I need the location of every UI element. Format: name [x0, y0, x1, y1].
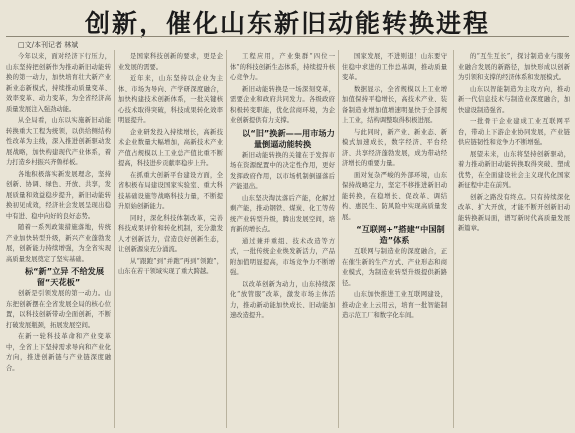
paragraph: 同时，深化科技体制改革，完善科技成果评价和转化机制，充分激发人才创新活力，营造良好创新生态，让创新源泉充分涌流。 — [118, 214, 223, 253]
column-divider — [338, 50, 339, 428]
paragraph: 国家发展，不进则退！山东要守住稳中求进的工作总基调，推动质量变革。 — [342, 53, 447, 81]
article-column-4 — [342, 52, 447, 427]
paragraph: 今年以来，面对经济下行压力，山东坚持把创新作为推动新旧动能转换的第一动力，加快培育壮大新产业新业态新模式，持续推动质量变革、效率变革、动力变革，为全省经济高质量发展注入强劲动能。 — [6, 53, 111, 113]
section-heading: 标“新”立异 不给发展留“天花板” — [24, 266, 105, 287]
paragraph: 企业研发投入持续增长，高新技术企业数量大幅增加，高新技术产业产值占规模以上工业总产值比重不断提高，科技进步贡献率稳步上升。 — [118, 128, 223, 167]
paragraph: 在抓重大创新平台建设方面，全省积极布局建设国家实验室、重大科技基础设施等战略科技力量，不断提升原始创新能力。 — [118, 171, 223, 210]
paragraph: 通过兼并重组、技术改造等方式，一批传统企业焕发新活力，产品附加值明显提高，市场竞争力不断增强。 — [230, 237, 335, 276]
article-column-1 — [6, 52, 111, 427]
paragraph: 的“互生互长”，探讨制造业与服务业融合发展的新路径，加快形成以创新为引领和支撑的经济体系和发展模式。 — [458, 53, 570, 81]
paragraph: 山东坚决淘汰落后产能，化解过剩产能，推动钢铁、煤炭、化工等传统产业转型升级，腾出发展空间，培育新的增长点。 — [230, 194, 335, 233]
paragraph: 面对复杂严峻的外部环境，山东保持战略定力，坚定不移推进新旧动能转换，在稳增长、促改革、调结构、惠民生、防风险中实现高质量发展。 — [342, 171, 447, 221]
article-column-3 — [230, 52, 335, 427]
paragraph: 近年来，山东坚持以企业为主体、市场为导向、产学研深度融合，加快构建技术创新体系，一批关键核心技术取得突破，科技成果转化效率明显提升。 — [118, 75, 223, 124]
section-heading: 以“旧”换新——用市场力量倒逼动能转换 — [242, 127, 335, 149]
paragraph: 数据显示，全省规模以上工业增加值保持平稳增长，高技术产业、装备制造业增加值增速明显快于全部规上工业，结构调整取得积极进展。 — [342, 85, 447, 124]
paragraph: 山东加快推进工业互联网建设，推动企业上云用云，培育一批智能制造示范工厂和数字化车间。 — [342, 291, 447, 319]
paragraph: 从全局看，山东以实施新旧动能转换重大工程为统领，以供给侧结构性改革为主线，深入推进创新驱动发展战略，加快构建现代产业体系，着力打造乡村振兴齐鲁样板。 — [6, 117, 111, 166]
paragraph: 新旧动能转换是一场深刻变革，需要企业和政府共同发力。各级政府积极转变职能，优化营商环境，为企业创新提供有力支撑。 — [230, 85, 335, 124]
paragraph: 各地积极落实新发展理念，坚持创新、协调、绿色、开放、共享，发展质量和效益稳步提升，新旧动能转换初见成效，经济社会发展呈现出稳中有进、稳中向好的良好态势。 — [6, 170, 111, 220]
column-divider — [114, 50, 115, 428]
paragraph: 创新之路没有终点。只有持续深化改革、扩大开放，才能不断开创新旧动能转换新局面，谱写新时代高质量发展新篇章。 — [458, 193, 570, 232]
headline: 创新，催化山东新旧动能转换进程 — [84, 9, 490, 38]
column-divider — [226, 50, 227, 428]
paragraph: 工程应用，产业集群“四位一体”的科技创新生态体系，持续提升核心竞争力。 — [230, 53, 335, 81]
paragraph: 从“跟跑”到“并跑”再到“领跑”，山东在若干领域实现了重大跨越。 — [118, 257, 223, 275]
paragraph: 是国家科技创新的要求，更是企业发展的需要。 — [118, 53, 223, 71]
paragraph: 与此同时，新产业、新业态、新模式加速成长，数字经济、平台经济、共享经济蓬勃发展，成为带动经济增长的重要力量。 — [342, 128, 447, 167]
article-column-2 — [118, 52, 223, 427]
paragraph: 互联网与制造业的深度融合，正在催生新的生产方式、产业形态和商业模式，为制造业转型升级提供新路径。 — [342, 248, 447, 287]
paragraph: 以改革创新为动力，山东持续深化“放管服”改革，激发市场主体活力，推动新动能加快成长、旧动能加速改造提升。 — [230, 280, 335, 319]
paragraph: 随着一系列政策措施落地，传统产业加快转型升级，新兴产业蓬勃发展，创新能力持续增强，为全省实现高质量发展奠定了坚实基础。 — [6, 224, 111, 263]
column-divider — [453, 50, 454, 428]
headline-rule — [6, 36, 569, 37]
article-column-5 — [458, 52, 570, 427]
section-heading: “互联网+”搭建“中国制造”体系 — [356, 224, 445, 245]
paragraph: 新旧动能转换的关键在于发挥市场在资源配置中的决定性作用，更好发挥政府作用，以市场机制倒逼落后产能退出。 — [230, 151, 335, 190]
paragraph: 在新一轮科技革命和产业变革中，全省上下坚持需求导向和产业化方向，推进创新链与产业链深度融合。 — [6, 333, 111, 372]
paragraph: 展望未来，山东将坚持创新驱动，着力推动新旧动能转换取得突破、塑成优势，在全面建设社会主义现代化国家新征程中走在前列。 — [458, 150, 570, 189]
paragraph: 一批骨干企业建成工业互联网平台，带动上下游企业协同发展，产业链供应链韧性和竞争力不断增强。 — [458, 118, 570, 146]
paragraph: 创新是引领发展的第一动力。山东把创新摆在全省发展全局的核心位置，以科技创新带动全面创新，不断打破发展瓶颈，拓展发展空间。 — [6, 290, 111, 329]
byline: □文/本刊记者 林斌 — [18, 41, 79, 49]
paragraph: 山东以智能制造为主攻方向，推动新一代信息技术与制造业深度融合，加快建设制造强省。 — [458, 85, 570, 114]
